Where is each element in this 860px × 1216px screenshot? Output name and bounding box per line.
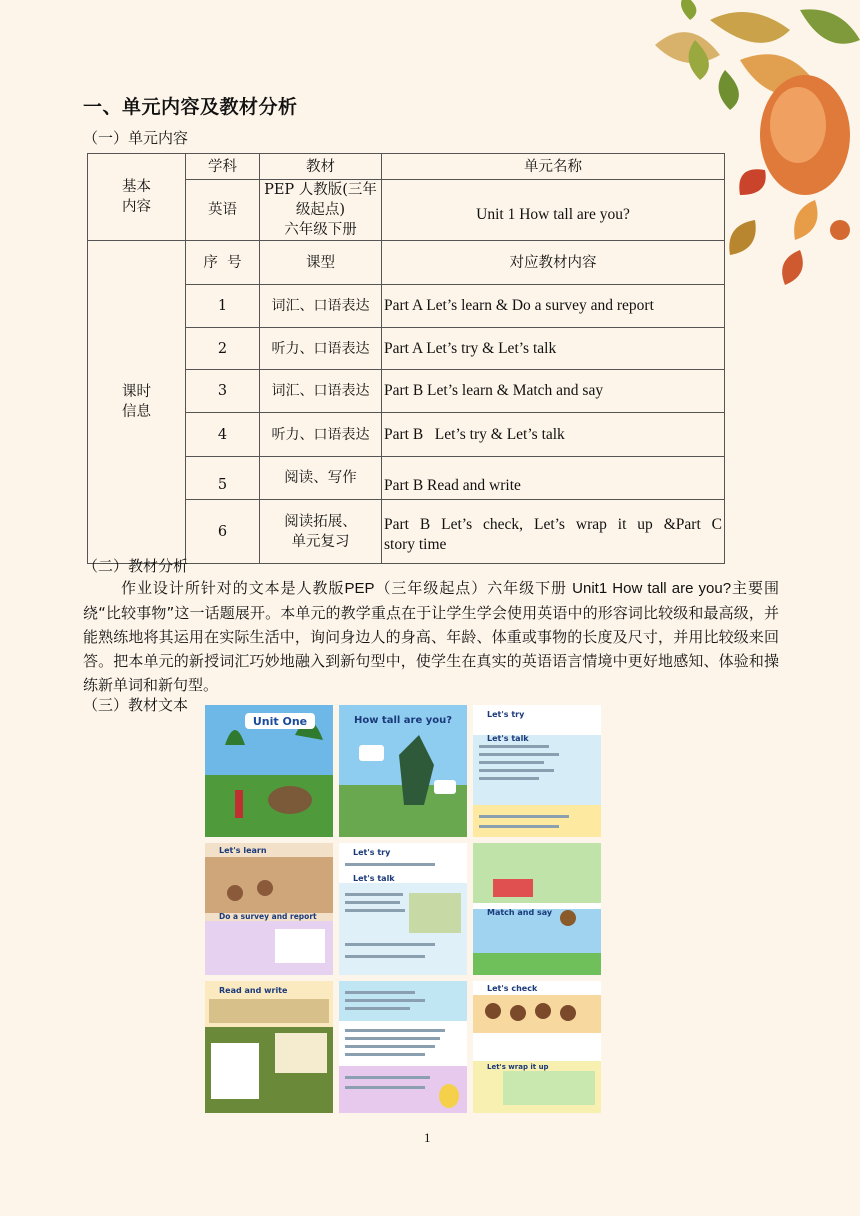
row-number: 6	[186, 500, 260, 564]
textbook-page-read-write	[205, 981, 333, 1113]
page-title: Let's try	[353, 848, 391, 857]
header-subject: 学科	[186, 154, 260, 180]
header-textbook: 教材	[260, 154, 382, 180]
page-title: How tall are you?	[353, 715, 453, 726]
subsection-title-analysis: （二）教材分析	[83, 557, 189, 575]
row-content: Part B Let’s check, Let’s wrap it up &Part C story time	[382, 500, 725, 564]
textbook-page-read-questions	[339, 981, 467, 1113]
row-type: 词汇、口语表达	[260, 285, 382, 328]
page-subtitle: Let's talk	[353, 874, 395, 883]
row-number: 2	[186, 328, 260, 370]
textbook-page-lets-try-b	[339, 843, 467, 975]
row-number: 1	[186, 285, 260, 328]
row-number: 3	[186, 370, 260, 413]
page-title: Read and write	[219, 986, 288, 995]
textbook-page-lets-check	[473, 981, 601, 1113]
row-type: 阅读拓展、 单元复习	[260, 500, 382, 564]
subsection-title-unit-content: （一）单元内容	[83, 129, 189, 147]
textbook-page-how-tall	[339, 705, 467, 837]
subsection-title-textbook: （三）教材文本	[83, 696, 189, 714]
row-content: Part B Read and write	[382, 457, 725, 500]
lesson-info-label: 课时 信息	[88, 241, 186, 564]
row-type: 听力、口语表达	[260, 328, 382, 370]
row-type: 听力、口语表达	[260, 413, 382, 457]
row-type: 词汇、口语表达	[260, 370, 382, 413]
subject-value: 英语	[186, 180, 260, 241]
row-content: Part B Let’s try & Let’s talk	[382, 413, 725, 457]
header-content: 对应教材内容	[382, 241, 725, 285]
row-number: 4	[186, 413, 260, 457]
header-unit-name: 单元名称	[382, 154, 725, 180]
row-number: 5	[186, 457, 260, 500]
textbook-page-match-say	[473, 843, 601, 975]
page-title: Let's learn	[219, 846, 267, 855]
header-number: 序 号	[186, 241, 260, 285]
page-subtitle: Let's talk	[487, 734, 529, 743]
textbook-page-unit-one	[205, 705, 333, 837]
textbook-page-lets-learn	[205, 843, 333, 975]
row-type: 阅读、写作	[260, 457, 382, 500]
page-title: Let's try	[487, 710, 525, 719]
page-title: Unit One	[252, 715, 308, 728]
row-content: Part A Let’s try & Let’s talk	[382, 328, 725, 370]
textbook-value: PEP 人教版(三年级起点) 六年级下册	[260, 180, 382, 241]
page-subtitle: Do a survey and report	[219, 912, 317, 921]
analysis-paragraph: 作业设计所针对的文本是人教版PEP（三年级起点）六年级下册 Unit1 How tall are you?主要围绕“比较事物”这一话题展开。本单元的教学重点在于让学生学会使用英语中的形容词比较级和最高级，并能熟练地将其运用在实际生活中，询问身边人的身高、年龄、体重或事物的长度及尺寸，并用比较级来回答。把本单元的新授词汇巧妙地融入到新句型中，使学生在真实的英语语言情境中更好地感知、体验和操练新单词和新句型。	[83, 579, 779, 694]
row-content: Part B Let’s learn & Match and say	[382, 370, 725, 413]
header-lesson-type: 课型	[260, 241, 382, 285]
page-title: Let's check	[487, 984, 538, 993]
page-number: 1	[424, 1130, 431, 1145]
page-subtitle: Let's wrap it up	[487, 1063, 549, 1071]
section-title: 一、单元内容及教材分析	[83, 96, 298, 118]
row-content: Part A Let’s learn & Do a survey and report	[382, 285, 725, 328]
page-title: Match and say	[487, 908, 553, 917]
textbook-pages-grid	[205, 705, 601, 1115]
unit-info-table	[87, 153, 725, 564]
textbook-page-lets-try	[473, 705, 601, 837]
basic-content-label: 基本 内容	[88, 154, 186, 241]
unit-name-value: Unit 1 How tall are you?	[382, 180, 725, 241]
